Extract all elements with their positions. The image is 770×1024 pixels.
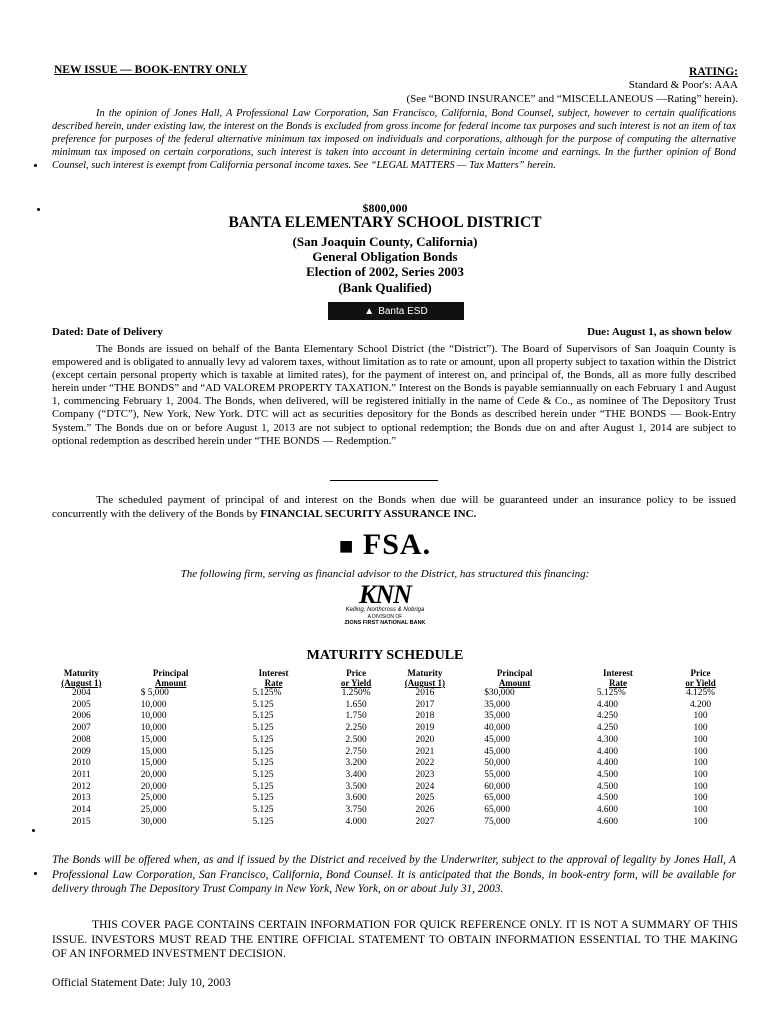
fsa-mark-icon: ■ <box>338 534 355 560</box>
rate-cell: 4.600 <box>596 805 618 816</box>
rate-cell: 5.125 <box>252 746 274 757</box>
maturity-cell: 2012 <box>71 781 91 792</box>
knn-firm-name: Kelling, Northcross & Nobriga <box>345 607 425 613</box>
table-row <box>52 688 740 700</box>
maturity-cell: 2016 <box>415 688 435 698</box>
rating-line: Standard & Poor's: AAA <box>628 79 738 91</box>
insurance-paragraph <box>52 493 736 521</box>
col-maturity: Maturity (August 1) <box>404 668 446 688</box>
price-cell: 1.250% <box>341 688 371 698</box>
principal-cell: 35,000 <box>484 699 511 710</box>
maturity-cell: 2009 <box>71 746 91 757</box>
rate-cell: 4.500 <box>596 793 618 804</box>
price-cell: 100 <box>693 758 708 769</box>
price-cell: 100 <box>693 805 708 816</box>
price-cell: 100 <box>693 816 708 827</box>
principal-cell: 15,000 <box>140 746 167 757</box>
maturity-cell: 2006 <box>71 711 91 722</box>
rate-cell: 5.125 <box>252 699 274 710</box>
bonds-line: General Obligation Bonds <box>312 249 458 264</box>
price-cell: 2.500 <box>345 734 367 745</box>
bank-qualified-line: (Bank Qualified) <box>338 280 432 295</box>
col-rate: Interest Rate <box>258 668 289 688</box>
official-statement-date: Official Statement Date: July 10, 2003 <box>52 976 231 989</box>
rate-cell: 4.300 <box>596 734 618 745</box>
election-line: Election of 2002, Series 2003 <box>306 264 464 279</box>
margin-mark <box>34 872 37 875</box>
table-row <box>52 758 740 770</box>
rate-cell: 4.400 <box>596 758 618 769</box>
knn-logo: KNN <box>359 580 411 609</box>
maturity-cell: 2018 <box>415 711 435 722</box>
margin-mark <box>34 164 37 167</box>
rate-cell: 4.500 <box>596 769 618 780</box>
bond-counsel-opinion: In the opinion of Jones Hall, A Professional Law Corporation, San Francisco, California, Bond Counsel, subject, however to certain qualifications described herein, under existing law, the interest on the Bonds is excluded from gross income for federal income tax purposes and such interest is not an item of tax preference for purposes of the federal alternative minimum tax imposed on individuals and corporations, although for the purpose of computing the alternative minimum tax imposed on certain corporations, such interest is taken into account in determining certain income and earnings. In the further opinion of Bond Counsel, such interest is exempt from California personal income taxes. See “LEGAL MATTERS — Tax Matters” herein. <box>52 108 736 172</box>
insurer-name: FINANCIAL SECURITY ASSURANCE INC. <box>260 508 477 520</box>
table-row <box>52 770 740 782</box>
table-header-row <box>52 668 740 688</box>
price-cell: 100 <box>693 734 708 745</box>
maturity-cell: 2019 <box>415 723 435 734</box>
price-cell: 100 <box>693 781 708 792</box>
col-price: Price or Yield <box>340 668 372 688</box>
due-line: Due: August 1, as shown below <box>587 326 732 338</box>
principal-cell: 45,000 <box>484 734 511 745</box>
rate-cell: 5.125% <box>252 688 282 698</box>
maturity-cell: 2021 <box>415 746 435 757</box>
price-cell: 1.650 <box>345 699 367 710</box>
principal-cell: 15,000 <box>140 734 167 745</box>
maturity-cell: 2011 <box>72 769 91 780</box>
issue-amount: $800,000 <box>362 201 408 215</box>
principal-cell: $30,000 <box>484 688 515 698</box>
principal-cell: 20,000 <box>140 781 167 792</box>
col-principal: Principal Amount <box>496 668 533 688</box>
rate-cell: 5.125 <box>252 723 274 734</box>
insurance-text: The scheduled payment of principal of and interest on the Bonds when due will be guaranteed under an insurance policy to be issued concurrently with the delivery of the Bonds by <box>52 494 736 520</box>
price-cell: 3.500 <box>345 781 367 792</box>
maturity-schedule-table <box>52 668 740 828</box>
rate-cell: 5.125 <box>252 711 274 722</box>
table-row <box>52 723 740 735</box>
principal-cell: 35,000 <box>484 711 511 722</box>
rate-cell: 5.125 <box>252 758 274 769</box>
maturity-cell: 2025 <box>415 793 435 804</box>
rate-cell: 5.125 <box>252 734 274 745</box>
price-cell: 100 <box>693 769 708 780</box>
rate-cell: 4.250 <box>596 711 618 722</box>
fsa-logo <box>0 528 770 562</box>
district-logo-text: Banta ESD <box>378 305 428 317</box>
principal-cell: 60,000 <box>484 781 511 792</box>
principal-cell: 75,000 <box>484 816 511 827</box>
rate-cell: 4.600 <box>596 816 618 827</box>
maturity-cell: 2008 <box>71 734 91 745</box>
maturity-schedule-title: MATURITY SCHEDULE <box>306 648 464 663</box>
principal-cell: 25,000 <box>140 805 167 816</box>
maturity-cell: 2007 <box>71 723 91 734</box>
district-name: BANTA ELEMENTARY SCHOOL DISTRICT <box>228 214 542 231</box>
principal-cell: 50,000 <box>484 758 511 769</box>
maturity-cell: 2026 <box>415 805 435 816</box>
maturity-cell: 2024 <box>415 781 435 792</box>
principal-cell: 25,000 <box>140 793 167 804</box>
rate-cell: 5.125 <box>252 805 274 816</box>
col-maturity: Maturity (August 1) <box>61 668 102 688</box>
rate-cell: 4.500 <box>596 781 618 792</box>
rate-cell: 4.400 <box>596 699 618 710</box>
maturity-cell: 2004 <box>71 688 91 698</box>
financial-advisor-line: The following firm, serving as financial advisor to the District, has structured this financing: <box>180 568 590 580</box>
price-cell: 4.000 <box>345 816 367 827</box>
price-cell: 2.750 <box>345 746 367 757</box>
principal-cell: 40,000 <box>484 723 511 734</box>
cover-notice-paragraph: THIS COVER PAGE CONTAINS CERTAIN INFORMATION FOR QUICK REFERENCE ONLY. IT IS NOT A SUMMARY OF THIS ISSUE. INVESTORS MUST READ THE ENTIRE OFFICIAL STATEMENT TO OBTAIN INFORMATION ESSENTIAL TO THE MAKING OF AN INFORMED INVESTMENT DECISION. <box>52 918 738 960</box>
table-row <box>52 711 740 723</box>
principal-cell: 45,000 <box>484 746 511 757</box>
rate-cell: 5.125 <box>252 816 274 827</box>
principal-cell: 10,000 <box>140 723 167 734</box>
price-cell: 100 <box>693 746 708 757</box>
price-cell: 1.750 <box>345 711 367 722</box>
price-cell: 4.125% <box>686 688 715 698</box>
knn-division-label: A DIVISION OF <box>367 614 403 620</box>
principal-cell: $ 5,000 <box>140 688 169 698</box>
knn-bank-name: ZIONS FIRST NATIONAL BANK <box>344 620 426 626</box>
maturity-cell: 2027 <box>415 816 435 827</box>
school-icon: ▲ <box>364 305 375 317</box>
price-cell: 100 <box>693 793 708 804</box>
principal-cell: 65,000 <box>484 805 511 816</box>
table-body <box>52 688 740 828</box>
offering-paragraph: The Bonds will be offered when, as and if issued by the District and received by the Underwriter, subject to the approval of legality by Jones Hall, A Professional Law Corporation, San Francisco, California, Bond Counsel. It is anticipated that the Bonds, in book-entry form, will be available for delivery through The Depository Trust Company in New York, New York, on or about July 31, 2003. <box>52 854 736 896</box>
table-row <box>52 805 740 817</box>
price-cell: 3.750 <box>345 805 367 816</box>
section-divider <box>330 480 438 481</box>
district-logo <box>328 302 464 320</box>
col-price: Price or Yield <box>685 668 716 688</box>
county-line: (San Joaquin County, California) <box>292 234 478 249</box>
price-cell: 100 <box>693 723 708 734</box>
table-row <box>52 793 740 805</box>
table-row <box>52 747 740 759</box>
maturity-cell: 2015 <box>71 816 91 827</box>
rate-cell: 5.125 <box>252 781 274 792</box>
principal-cell: 10,000 <box>140 711 167 722</box>
price-cell: 4.200 <box>689 699 712 710</box>
dated-line: Dated: Date of Delivery <box>52 326 163 338</box>
maturity-cell: 2020 <box>415 734 435 745</box>
margin-mark <box>32 829 35 832</box>
new-issue-label: NEW ISSUE — BOOK-ENTRY ONLY <box>54 64 248 76</box>
fsa-logo-text: FSA. <box>362 528 432 561</box>
principal-cell: 15,000 <box>140 758 167 769</box>
maturity-cell: 2005 <box>71 699 91 710</box>
rate-cell: 4.250 <box>596 723 618 734</box>
principal-cell: 65,000 <box>484 793 511 804</box>
table-row <box>52 735 740 747</box>
col-principal: Principal Amount <box>152 668 189 688</box>
price-cell: 3.600 <box>345 793 367 804</box>
rating-reference: (See “BOND INSURANCE” and “MISCELLANEOUS —Rating” herein). <box>406 93 738 105</box>
rate-cell: 4.400 <box>596 746 618 757</box>
maturity-cell: 2022 <box>415 758 435 769</box>
table-row <box>52 782 740 794</box>
principal-cell: 20,000 <box>140 769 167 780</box>
price-cell: 2.250 <box>345 723 367 734</box>
maturity-cell: 2017 <box>415 699 435 710</box>
maturity-cell: 2014 <box>71 805 91 816</box>
price-cell: 3.400 <box>345 769 367 780</box>
table-row <box>52 817 740 829</box>
maturity-cell: 2013 <box>71 793 91 804</box>
rate-cell: 5.125 <box>252 793 274 804</box>
price-cell: 3.200 <box>345 758 367 769</box>
rate-cell: 5.125% <box>596 688 626 698</box>
bond-description-paragraph: The Bonds are issued on behalf of the Banta Elementary School District (the “District”). The Board of Supervisors of San Joaquin County is empowered and is obligated to annually levy ad valorem taxes, without limitation as to rate or amount, upon all property subject to taxation within the District (except certain personal property which is taxable at limited rates), for the payment of interest on, and principal of, the Bonds, all as more fully described herein under “THE BONDS” and “AD VALOREM PROPERTY TAXATION.” Interest on the Bonds is payable semiannually on each February 1 and August 1, commencing February 1, 2004. The Bonds, when delivered, will be registered initially in the name of Cede & Co., as nominee of The Depository Trust Company (“DTC”), New York, New York. DTC will act as securities depository for the Bonds as described herein under “THE BONDS — Book-Entry System.” The Bonds due on or before August 1, 2013 are not subject to optional redemption; the Bonds due on and after August 1, 2014 are subject to optional redemption as described herein under “THE BONDS — Redemption.” <box>52 343 736 447</box>
principal-cell: 10,000 <box>140 699 167 710</box>
price-cell: 100 <box>693 711 708 722</box>
rate-cell: 5.125 <box>252 769 274 780</box>
principal-cell: 30,000 <box>140 816 167 827</box>
rating-label: RATING: <box>689 66 738 78</box>
maturity-cell: 2010 <box>71 758 91 769</box>
principal-cell: 55,000 <box>484 769 511 780</box>
col-rate: Interest Rate <box>603 668 633 688</box>
maturity-cell: 2023 <box>415 769 435 780</box>
table-row <box>52 700 740 712</box>
